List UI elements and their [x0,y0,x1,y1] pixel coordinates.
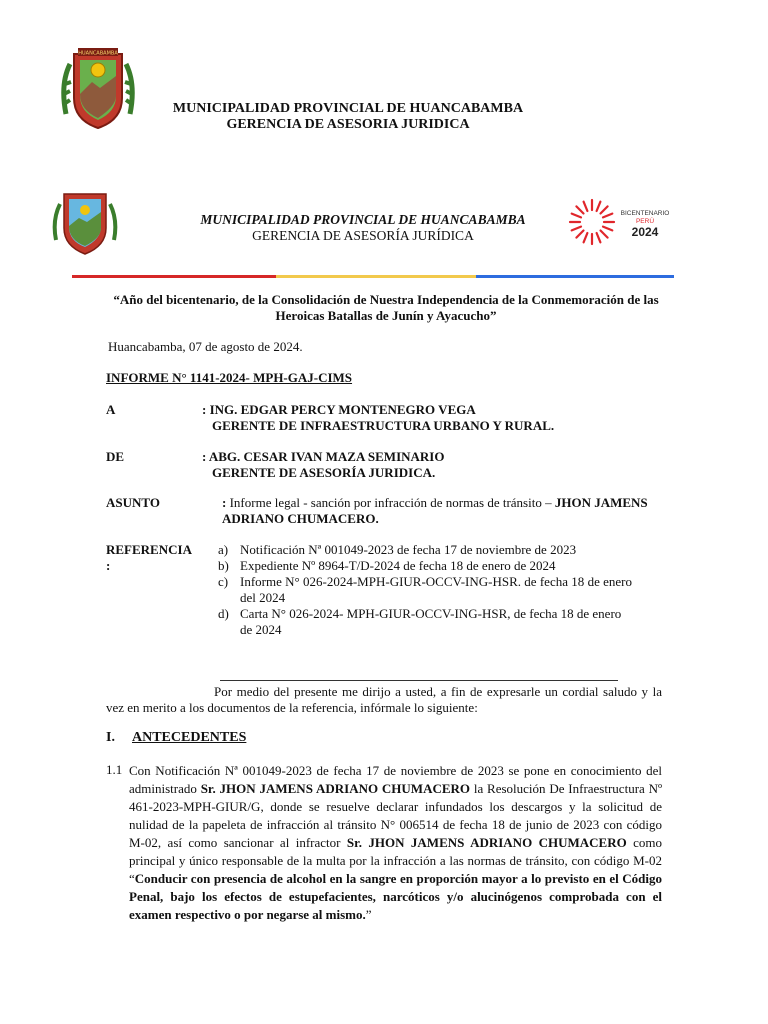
field-asunto-text: Informe legal - sanción por infracción de normas de tránsito – [229,495,552,510]
field-referencia-label: REFERENCIA [106,542,192,557]
header2-line2: GERENCIA DE ASESORÍA JURÍDICA [252,228,474,243]
field-referencia-colon: : [106,558,111,573]
bicentenario-sunburst-icon [566,196,618,248]
divider-red [72,275,276,278]
field-de-label: DE [106,449,125,464]
field-a-label: A [106,402,116,417]
header2-title [196,212,530,244]
municipal-crest-small [52,190,118,258]
divider-yellow [276,275,476,278]
section-title: ANTECEDENTES [132,730,247,745]
header1-title [140,101,556,133]
field-de [106,449,444,481]
field-de-line2: GERENTE DE ASESORÍA JURIDICA. [212,465,436,480]
municipal-crest-large [60,44,136,134]
crest-banner-text: HUANCABAMBA [78,50,118,57]
paragraph-body: Con Notificación Nª 001049-2023 de fecha 17 de noviembre de 2023 se pone en conocimiento del administrado Sr. JHON JAMENS ADRIANO CHUMACERO la Resolución De Infraestructura Nº 461-2023-MPH-GIUR/G, donde se resuelve declarar infundados los descargos y la solicitud de nulidad de la papeleta de infracción al tránsito N° 006514 de fecha 18 de junio de 2023 con código M-02, así como sancionar al infractor Sr. JHON JAMENS ADRIANO CHUMACERO como principal y único responsable de la multa por la infracción a las normas de tránsito, con código M-02 “Conducir con presencia de alcohol en la sangre en proporción mayor a lo previsto en el Código Penal, bajo los efectos de estupefacientes, narcóticos y/o alucinógenos comprobada con el examen respectivo o por negarse al mismo.” [129,763,663,922]
field-referencia [106,542,636,638]
bicentenario-logo [566,196,672,248]
field-de-line1: : ABG. CESAR IVAN MAZA SEMINARIO [202,449,445,464]
paragraph-1-1 [106,762,662,924]
section-heading [106,730,246,746]
report-number: INFORME N° 1141-2024- MPH-GAJ-CIMS [106,370,353,385]
field-asunto [106,495,666,527]
place-date: Huancabamba, 07 de agosto de 2024. [108,339,303,354]
field-a-line2: GERENTE DE INFRAESTRUCTURA URBANO Y RURAL. [212,418,555,433]
field-asunto-name: JHON JAMENS ADRIANO CHUMACERO. [222,495,648,526]
divider-blue [476,275,674,278]
field-asunto-colon: : [222,495,227,510]
field-a-line1: : ING. EDGAR PERCY MONTENEGRO VEGA [202,402,476,417]
field-a [106,402,554,434]
paragraph-number: 1.1 [106,762,123,777]
year-motto: “Año del bicentenario, de la Consolidación de Nuestra Independencia de la Conmemoración de las Heroicas Batallas de Junín y Ayacucho” [113,292,659,323]
logo-line2: PERÚ [635,218,655,225]
section-number: I. [106,730,115,745]
reference-item: c) Informe N° 026-2024-MPH-GIUR-OCCV-ING-HSR. de fecha 18 de enero del 2024 [218,574,632,605]
separator-line [220,680,618,681]
reference-list [218,542,632,638]
logo-line1: BICENTENARIO [620,210,670,217]
header2-line1: MUNICIPALIDAD PROVINCIAL DE HUANCABAMBA [200,212,526,227]
reference-item: d) Carta N° 026-2024- MPH-GIUR-OCCV-ING-HSR, de fecha 18 de enero de 2024 [218,606,622,637]
logo-line3: 2024 [631,225,659,239]
header1-line1: MUNICIPALIDAD PROVINCIAL DE HUANCABAMBA [172,101,524,116]
field-asunto-label: ASUNTO [106,495,160,510]
intro-paragraph: Por medio del presente me dirijo a usted, a fin de expresarle un cordial saludo y la vez en merito a los documentos de la referencia, infórmale lo siguiente: [106,684,662,715]
reference-item: a) Notificación Nª 001049-2023 de fecha 17 de noviembre de 2023 [218,542,577,557]
header1-line2: GERENCIA DE ASESORIA JURIDICA [226,117,470,132]
reference-item: b) Expediente Nº 8964-T/D-2024 de fecha 18 de enero de 2024 [218,558,556,573]
